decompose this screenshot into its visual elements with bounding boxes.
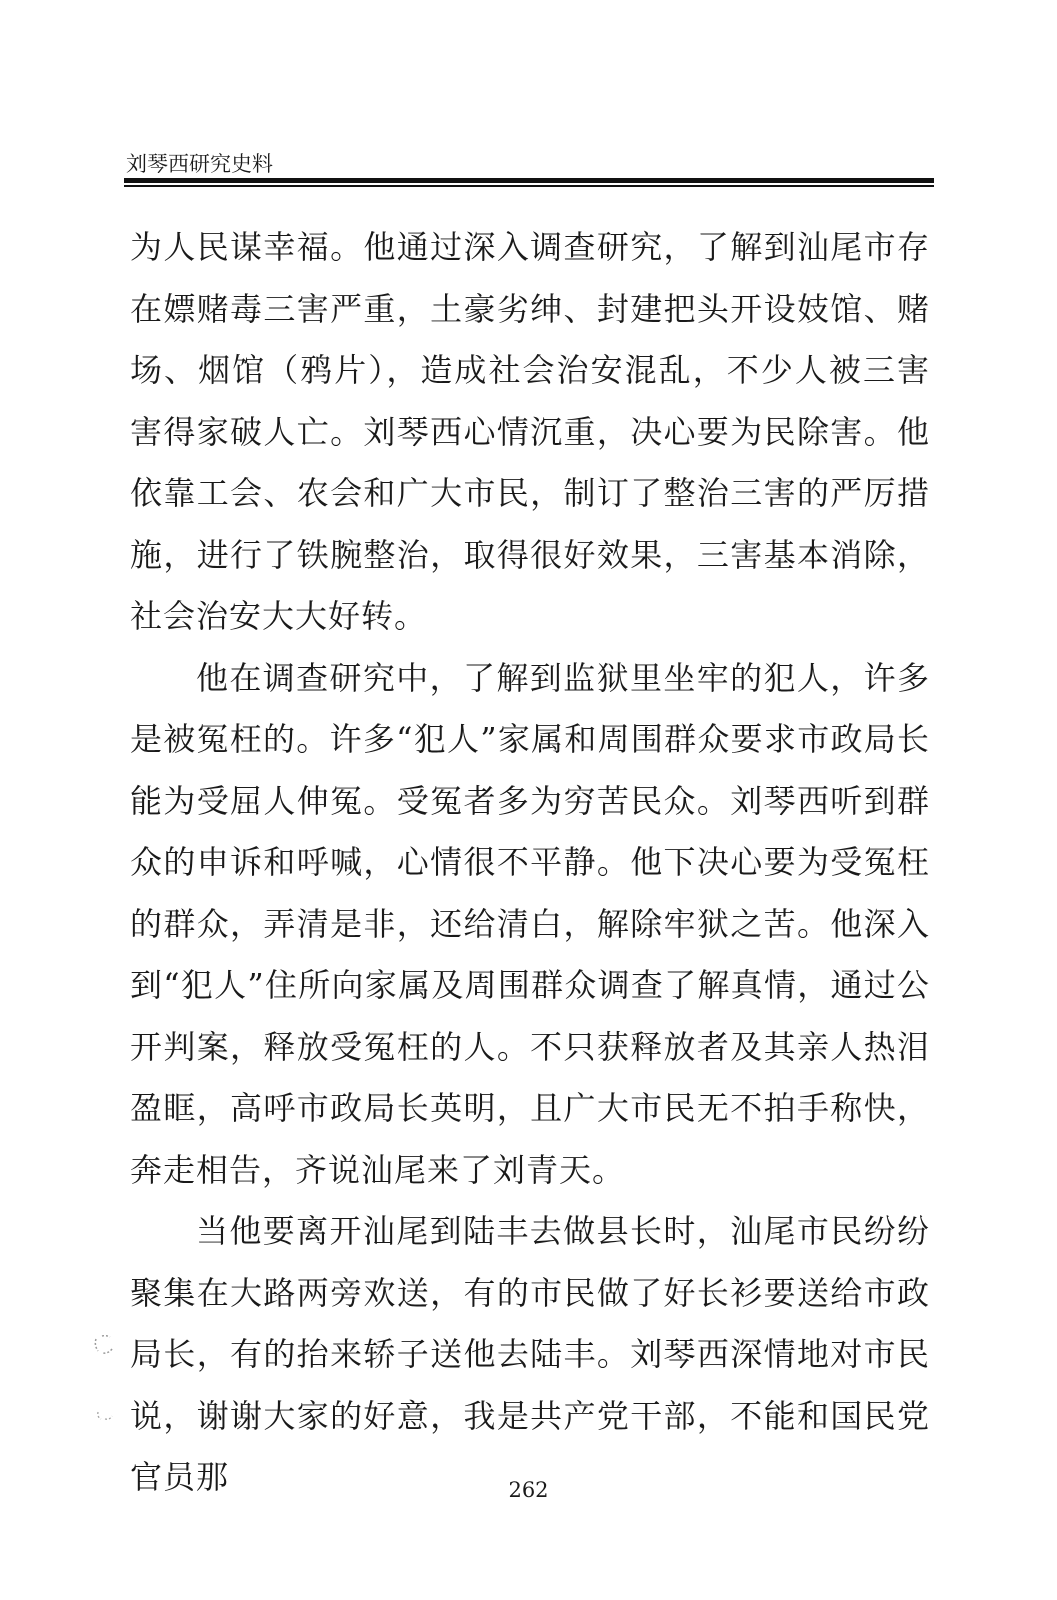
paragraph: 为人民谋幸福。他通过深入调查研究，了解到汕尾市存在嫖赌毒三害严重，土豪劣绅、封建把头开设妓馆、赌场、烟馆（鸦片），造成社会治安混乱，不少人被三害害得家破人亡。刘琴西心情沉重，决心要为民除害。他依靠工会、农会和广大市民，制订了整治三害的严厉措施，进行了铁腕整治，取得很好效果，三害基本消除，社会治安大大好转。 — [130, 228, 930, 635]
paragraph: 当他要离开汕尾到陆丰去做县长时，汕尾市民纷纷聚集在大路两旁欢送，有的市民做了好长衫要送给市政局长，有的抬来轿子送他去陆丰。刘琴西深情地对市民说，谢谢大家的好意，我是共产党干部，不能和国民党官员那 — [130, 1212, 930, 1496]
paragraph: 他在调查研究中，了解到监狱里坐牢的犯人，许多是被冤枉的。许多“犯人”家属和周围群众要求市政局长能为受屈人伸冤。受冤者多为穷苦民众。刘琴西听到群众的申诉和呼喊，心情很不平静。他下决心要为受冤枉的群众，弄清是非，还给清白，解除牢狱之苦。他深入到“犯人”住所向家属及周围群众调查了解真情，通过公开判案，释放受冤枉的人。不只获释放者及其亲人热泪盈眶，高呼市政局长英明，且广大市民无不拍手称快，奔走相告，齐说汕尾来了刘青天。 — [130, 658, 930, 1189]
body-text — [130, 217, 930, 1509]
header-rule-thick — [124, 178, 934, 183]
running-header-title: 刘琴西研究史料 — [126, 152, 273, 176]
scan-hole-mark-icon — [92, 1333, 118, 1357]
page-number: 262 — [508, 1478, 549, 1502]
scan-hole-mark-icon — [96, 1409, 114, 1421]
header-rule-thin — [124, 185, 934, 187]
